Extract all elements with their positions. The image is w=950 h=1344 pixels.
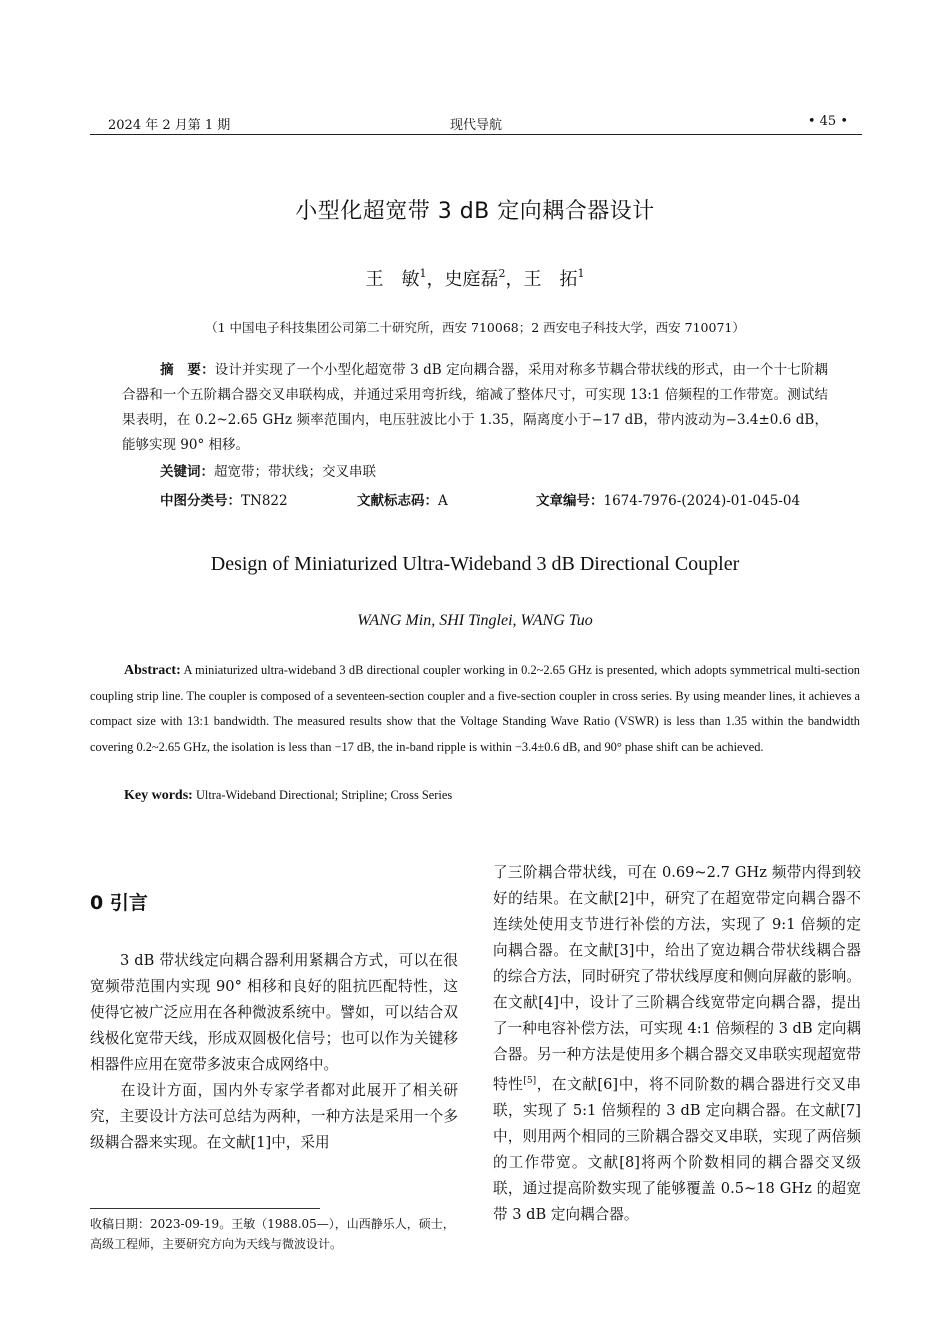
abstract-cn-text: 设计并实现了一个小型化超宽带 3 dB 定向耦合器，采用对称多节耦合带状线的形式，由一个十七阶耦合器和一个五阶耦合器交叉串联构成，并通过采用弯折线，缩减了整体尺寸，可实现 13:1 倍频程的工作带宽。测试结果表明，在 0.2~2.65 GHz 频率范围内，电压驻波比小于 1.35，隔离度小于−17 dB，带内波动为−3.4±0.6 dB，能够实现 90° 相移。 (122, 362, 829, 453)
clc-number: 中图分类号：TN822 (160, 493, 288, 509)
keywords-cn (160, 460, 376, 480)
document-code: 文献标志码：A (357, 493, 448, 509)
keywords-cn-label: 关键词： (160, 464, 214, 480)
paper-title-cn: 小型化超宽带 3 dB 定向耦合器设计 (295, 199, 655, 224)
article-number: 文章编号：1674-7976-(2024)-01-045-04 (536, 493, 801, 509)
footnote-divider (90, 1208, 320, 1209)
body-paragraph: 了三阶耦合带状线，可在 0.69~2.7 GHz 频带内得到较好的结果。在文献[2]中，研究了在超宽带定向耦合器不连续处使用支节进行补偿的方法，实现了 9:1 倍频的定向耦合器。在文献[3]中，给出了宽边耦合带状线耦合器的综合方法，同时研究了带状线厚度和侧向屏蔽的影响。在文献[4]中，设计了三阶耦合线宽带定向耦合器，提出了一种电容补偿方法，可实现 4:1 倍频程的 3 dB 定向耦合器。另一种方法是使用多个耦合器交叉串联实现超宽带特性[5]，在文献[6]中，将不同阶数的耦合器进行交叉串联，实现了 5:1 倍频程的 3 dB 定向耦合器。在文献[7]中，则用两个相同的三阶耦合器交叉串联，实现了两倍频的工作带宽。文献[8]将两个阶数相同的耦合器交叉级联，通过提高阶数实现了能够覆盖 0.5~18 GHz 的超宽带 3 dB 定向耦合器。 (493, 864, 861, 1223)
abstract-cn-label: 摘 要： (160, 362, 215, 378)
author-list-en: WANG Min, SHI Tinglei, WANG Tuo (357, 612, 593, 629)
journal-name: 现代导航 (449, 118, 502, 133)
paper-title-en: Design of Miniaturized Ultra-Wideband 3 dB Directional Coupler (210, 553, 740, 575)
author-affiliation-mark: 1 (577, 267, 585, 280)
body-paragraph: 3 dB 带状线定向耦合器利用紧耦合方式，可以在很宽频带范围内实现 90° 相移和良好的阻抗匹配特性，这使得它被广泛应用在各种微波系统中。譬如，可以结合双线极化宽带天线，形成双圆极化信号；也可以作为关键移相器件应用在宽带多波束合成网络中。 (90, 952, 458, 1073)
author-name: 王 敏 (365, 269, 420, 290)
abstract-en-label: Abstract: (124, 663, 181, 678)
keywords-cn-text: 超宽带；带状线；交叉串联 (214, 464, 376, 480)
left-column (90, 888, 458, 1156)
abstract-cn (122, 358, 828, 458)
citation-mark: [5] (523, 1076, 537, 1086)
author-separator: ， (426, 269, 445, 290)
footnote-received: 收稿日期：2023-09-19。王敏（1988.05—），山西静乐人，硕士，高级工程师，主要研究方向为天线与微波设计。 (90, 1217, 455, 1251)
body-paragraph: 在设计方面，国内外专家学者都对此展开了相关研究，主要设计方法可总结为两种，一种方法是采用一个多级耦合器来实现。在文献[1]中，采用 (90, 1082, 458, 1151)
abstract-en (90, 658, 860, 760)
author-name: 王 拓 (523, 269, 578, 290)
author-separator: ， (505, 269, 524, 290)
page-number: • 45 • (807, 114, 848, 129)
abstract-en-text: A miniaturized ultra-wideband 3 dB directional coupler working in 0.2~2.65 GHz is presented, which adopts symmetrical multi-section coupling strip line. The coupler is composed of a seventeen-section coupler and a five-section coupler in cross series. By using meander lines, it achieves a compact size with 13:1 bandwidth. The measured results show that the Voltage Standing Wave Ratio (VSWR) is less than 1.35 within the bandwidth covering 0.2~2.65 GHz, the isolation is less than −17 dB, the in-band ripple is within −3.4±0.6 dB, and 90° phase shift can be achieved. (90, 663, 860, 754)
keywords-en-label: Key words: (124, 788, 193, 803)
right-column (493, 860, 861, 1228)
keywords-en (124, 788, 452, 804)
issue-date: 2024 年 2 月第 1 期 (108, 118, 231, 133)
running-header (90, 114, 862, 134)
author-affiliation-mark: 2 (498, 267, 506, 280)
author-affiliation-mark: 1 (419, 267, 427, 280)
author-name: 史庭磊 (444, 269, 499, 290)
affiliations-cn: （1 中国电子科技集团公司第二十研究所，西安 710068；2 西安电子科技大学，西安 710071） (205, 320, 745, 335)
author-list-cn (0, 265, 950, 291)
keywords-en-text: Ultra-Wideband Directional; Stripline; Cross Series (195, 788, 453, 802)
header-divider (90, 134, 862, 135)
section-heading-introduction: 0 引言 (90, 892, 148, 914)
